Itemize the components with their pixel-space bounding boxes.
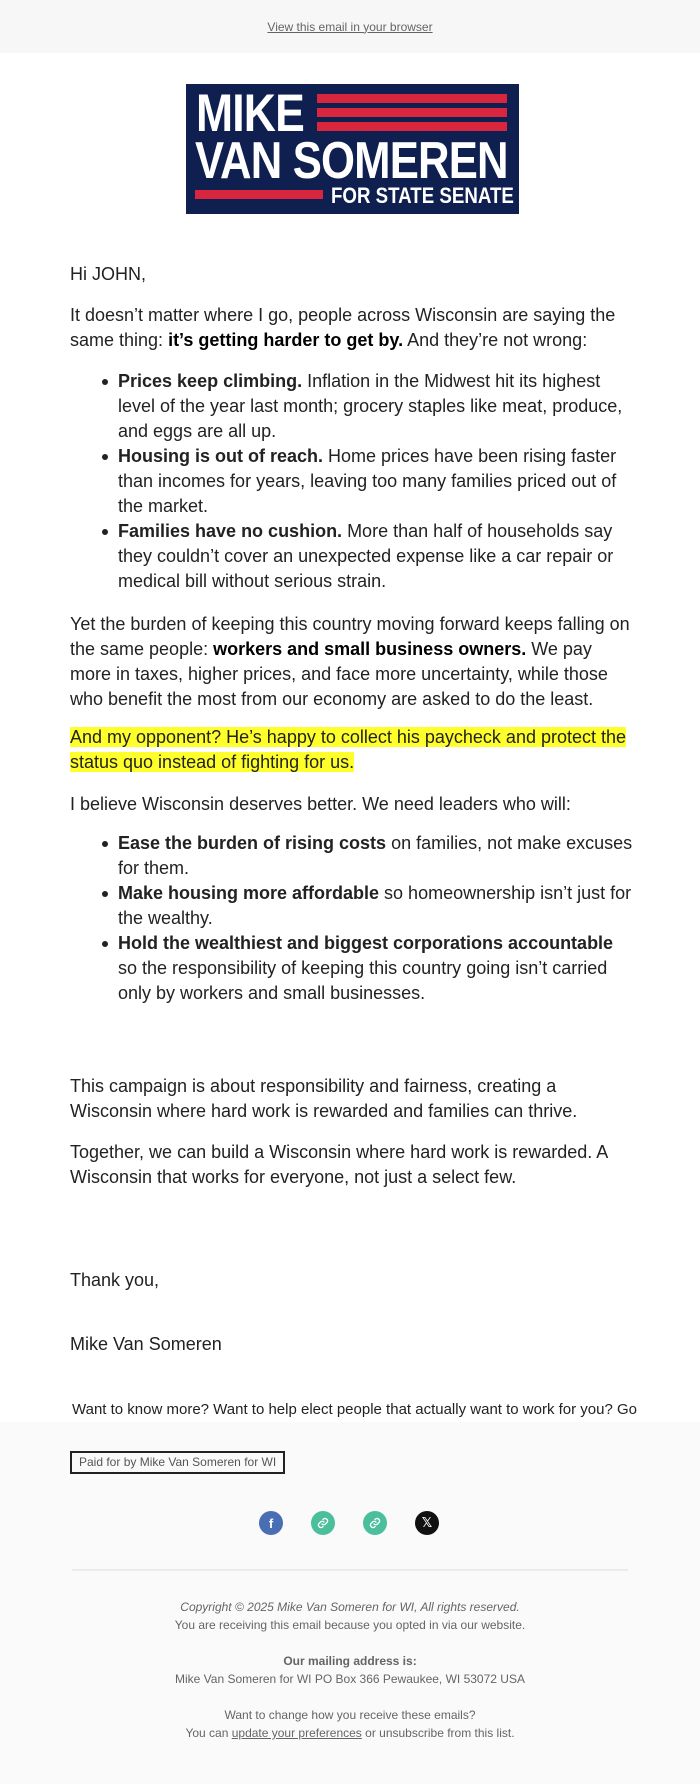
paragraph-intro-text: It doesn’t matter where I go, people across Wisconsin are saying the same thing: bbox=[70, 305, 616, 350]
logo-line-2: VAN SOMEREN bbox=[195, 132, 508, 190]
unsubscribe-link[interactable]: unsubscribe from this list bbox=[379, 1726, 512, 1740]
goals-list bbox=[70, 831, 635, 1006]
list-item bbox=[70, 881, 635, 931]
social-links bbox=[259, 1511, 439, 1535]
logo-stripe bbox=[317, 122, 507, 131]
link-icon[interactable] bbox=[363, 1511, 387, 1535]
paragraph-leaders: I believe Wisconsin deserves better. We need leaders who will: bbox=[70, 794, 571, 814]
paragraph-campaign: This campaign is about responsibility and fairness, creating a Wisconsin where hard work is rewarded and families can thrive. bbox=[70, 1076, 578, 1121]
preferences-or: or bbox=[361, 1726, 380, 1740]
campaign-logo bbox=[186, 84, 519, 214]
mailing-heading: Our mailing address is: bbox=[283, 1654, 417, 1668]
paragraph-burden-text: Yet the burden of keeping this country moving forward keeps falling on the same people: bbox=[70, 614, 630, 659]
logo-line-1: MIKE bbox=[196, 84, 304, 143]
facebook-icon[interactable]: f bbox=[259, 1511, 283, 1535]
email-body bbox=[0, 53, 700, 1422]
list-item bbox=[70, 931, 635, 1006]
footer bbox=[0, 1422, 700, 1784]
paid-for-box: Paid for by Mike Van Someren for WI bbox=[70, 1451, 285, 1474]
change-question: Want to change how you receive these emails? bbox=[224, 1708, 476, 1722]
link-icon bbox=[369, 1517, 381, 1529]
list-item-text: Home prices have been rising faster than incomes for years, leaving too many families priced out of the market. bbox=[118, 446, 617, 516]
logo-line-3: FOR STATE SENATE bbox=[331, 183, 514, 208]
paragraph-intro-bold: it’s getting harder to get by. bbox=[168, 330, 404, 350]
preferences-line bbox=[0, 1724, 700, 1742]
list-item-text: More than half of households say they couldn’t cover an unexpected expense like a car repair or medical bill without serious strain. bbox=[118, 521, 614, 591]
logo-stripe bbox=[317, 108, 507, 117]
preferences-text: You can bbox=[185, 1726, 232, 1740]
logo-stripe bbox=[317, 94, 507, 103]
paragraph-burden-text-end: We pay more in taxes, higher prices, and face more uncertainty, while those who benefit the most from our economy are asked to do the least. bbox=[70, 639, 608, 709]
list-item-text: on families, not make excuses for them. bbox=[118, 833, 633, 878]
mailing-address: Mike Van Someren for WI PO Box 366 Pewaukee, WI 53072 USA bbox=[175, 1672, 525, 1686]
list-item bbox=[70, 831, 635, 881]
list-item-bold: Prices keep climbing. bbox=[118, 371, 303, 391]
list-item-text: Inflation in the Midwest hit its highest level of the year last month; grocery staples like meat, produce, and eggs are all up. bbox=[118, 371, 623, 441]
paragraph-intro-text-end: And they’re not wrong: bbox=[403, 330, 588, 350]
update-preferences-link[interactable]: update your preferences bbox=[231, 1726, 362, 1740]
list-item-bold: Ease the burden of rising costs bbox=[118, 833, 387, 853]
highlighted-text: And my opponent? He’s happy to collect his paycheck and protect the status quo instead of fighting for us. bbox=[70, 727, 627, 772]
list-item-bold: Hold the wealthiest and biggest corporations accountable bbox=[118, 933, 614, 953]
list-item bbox=[70, 369, 635, 444]
list-item bbox=[70, 519, 635, 594]
paragraph-opponent bbox=[70, 725, 635, 775]
copyright: Copyright © 2025 Mike Van Someren for WI, All rights reserved. bbox=[180, 1600, 520, 1614]
closing: Thank you, bbox=[70, 1270, 160, 1290]
view-in-browser-link[interactable]: View this email in your browser bbox=[267, 19, 433, 34]
list-item-bold: Housing is out of reach. bbox=[118, 446, 324, 466]
receiving-notice: You are receiving this email because you opted in via our website. bbox=[174, 1618, 526, 1632]
top-bar bbox=[0, 0, 700, 53]
paragraph-burden bbox=[70, 612, 635, 712]
preferences-end: . bbox=[511, 1726, 515, 1740]
paragraph-burden-bold: workers and small business owners. bbox=[213, 639, 527, 659]
x-icon[interactable]: 𝕏 bbox=[415, 1511, 439, 1535]
learn-more-text: Want to know more? Want to help elect people that actually want to work for you? Go bbox=[72, 1401, 638, 1418]
greeting: Hi JOHN, bbox=[70, 264, 146, 284]
list-item-bold: Families have no cushion. bbox=[118, 521, 343, 541]
list-item-text: so the responsibility of keeping this country going isn’t carried only by workers and small businesses. bbox=[118, 958, 608, 1003]
logo-stripe bbox=[195, 190, 323, 199]
paragraph-intro bbox=[70, 303, 635, 353]
link-icon bbox=[317, 1517, 329, 1529]
list-item-bold: Make housing more affordable bbox=[118, 883, 380, 903]
footer-divider bbox=[72, 1569, 628, 1571]
list-item-text: so homeownership isn’t just for the wealthy. bbox=[118, 883, 632, 928]
list-item bbox=[70, 444, 635, 519]
problems-list bbox=[70, 369, 635, 594]
signature: Mike Van Someren bbox=[70, 1334, 222, 1354]
paragraph-together: Together, we can build a Wisconsin where hard work is rewarded. A Wisconsin that works for everyone, not just a select few. bbox=[70, 1142, 608, 1187]
link-icon[interactable] bbox=[311, 1511, 335, 1535]
